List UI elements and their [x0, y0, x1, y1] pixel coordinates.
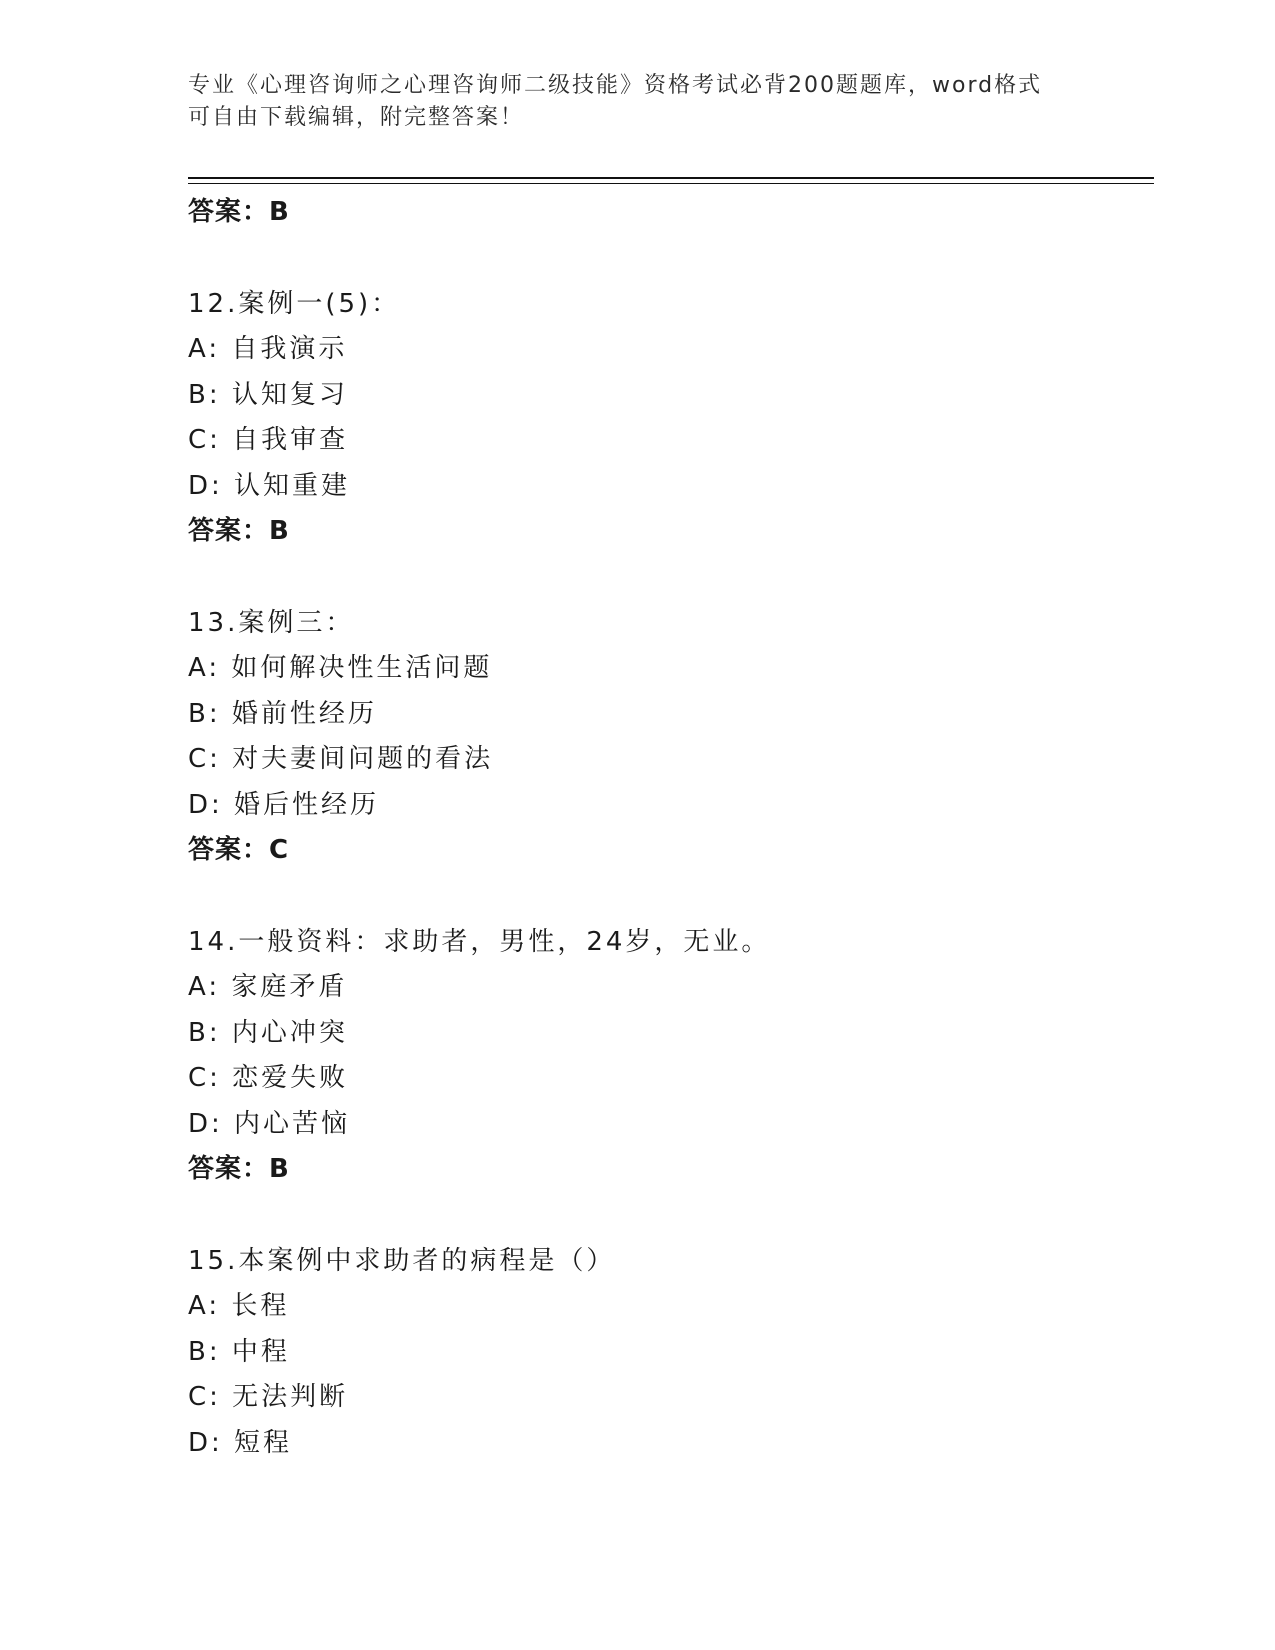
- question-13: [188, 601, 1154, 874]
- option-a: A: 如何解决性生活问题: [188, 653, 493, 683]
- spacer: [188, 874, 1154, 920]
- question-stem: 14.一般资料：求助者，男性，24岁，无业。: [188, 926, 771, 957]
- spacer: [188, 555, 1154, 601]
- header-line-2: 可自由下载编辑，附完整答案！: [188, 105, 525, 130]
- question-stem: 13.案例三：: [188, 607, 355, 638]
- option-c: C: 对夫妻间问题的看法: [188, 744, 494, 774]
- option-d: D: 内心苦恼: [188, 1108, 351, 1139]
- option-a: A: 长程: [188, 1291, 290, 1321]
- question-14: [188, 920, 1154, 1193]
- question-12: [188, 282, 1154, 555]
- option-a: A: 自我演示: [188, 334, 348, 364]
- option-d: D: 婚后性经历: [188, 789, 380, 820]
- option-c: C: 无法判断: [188, 1382, 349, 1412]
- question-list: [188, 190, 1154, 1466]
- option-b: B: 内心冲突: [188, 1017, 348, 1048]
- header-rule-thin: [188, 183, 1154, 184]
- header-line-1: 专业《心理咨询师之心理咨询师二级技能》资格考试必背200题题库，word格式: [188, 73, 1043, 98]
- question-15: [188, 1239, 1154, 1467]
- answer: 答案：B: [188, 516, 290, 546]
- answer: 答案：C: [188, 835, 290, 865]
- answer: 答案：B: [188, 1154, 290, 1184]
- document-header: [188, 70, 1068, 134]
- option-c: C: 恋爱失败: [188, 1063, 349, 1093]
- question-stem: 15.本案例中求助者的病程是（）: [188, 1245, 616, 1276]
- option-b: B: 认知复习: [188, 379, 348, 410]
- answer-previous: 答案：B: [188, 197, 290, 227]
- question-stem: 12.案例一(5)：: [188, 288, 401, 319]
- option-d: D: 认知重建: [188, 470, 351, 501]
- spacer: [188, 1193, 1154, 1239]
- option-b: B: 中程: [188, 1336, 290, 1367]
- option-c: C: 自我审查: [188, 425, 349, 455]
- option-b: B: 婚前性经历: [188, 698, 377, 729]
- option-d: D: 短程: [188, 1427, 293, 1458]
- option-a: A: 家庭矛盾: [188, 972, 348, 1002]
- spacer: [188, 236, 1154, 282]
- header-rule-thick: [188, 177, 1154, 179]
